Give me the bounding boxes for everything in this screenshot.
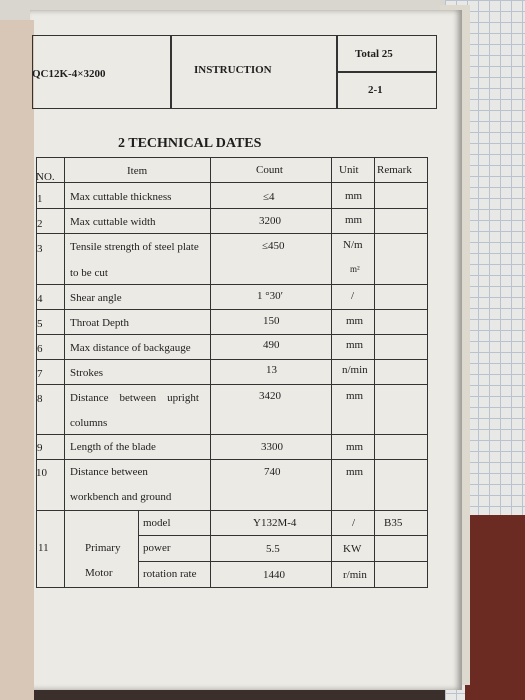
row-2-unit: mm <box>345 214 363 226</box>
row-8-unit: mm <box>346 390 364 402</box>
header-model: QC12K-4×3200 <box>32 68 106 80</box>
motor-rotation-unit: r/min <box>343 569 367 581</box>
row-9-unit: mm <box>346 441 364 453</box>
row-3-item: Tensile strength of steel plate <box>70 241 199 253</box>
row-7-no: 7 <box>37 368 43 380</box>
row-10-unit: mm <box>346 466 364 478</box>
row-7-count: 13 <box>266 364 277 376</box>
row-4-no: 4 <box>37 293 43 305</box>
row-1-no: 1 <box>37 193 43 205</box>
motor-power-count: 5.5 <box>266 543 280 555</box>
row-3-count: ≤450 <box>262 240 285 252</box>
row-6-no: 6 <box>37 343 43 355</box>
row-7-unit: n/min <box>342 364 368 376</box>
row-6-item: Max distance of backgauge <box>70 342 191 354</box>
row-9-count: 3300 <box>261 441 283 453</box>
row-10-item-line2: workbench and ground <box>70 491 172 503</box>
row-4-count: 1 °30′ <box>257 290 284 302</box>
row-5-unit: mm <box>346 315 364 327</box>
motor-rotation-count: 1440 <box>263 569 285 581</box>
header-title: INSTRUCTION <box>194 64 272 76</box>
row-8-item-line2: columns <box>70 417 108 429</box>
motor-model-name: model <box>143 517 171 529</box>
col-header-item: Item <box>127 165 148 177</box>
header-total: Total 25 <box>355 48 393 60</box>
col-header-unit: Unit <box>339 164 359 176</box>
row-1-count: ≤4 <box>263 191 275 203</box>
row-2-count: 3200 <box>259 215 281 227</box>
row-10-count: 740 <box>264 466 281 478</box>
motor-model-unit: / <box>352 517 356 529</box>
row-1-unit: mm <box>345 190 363 202</box>
motor-model-count: Y132M-4 <box>253 517 297 529</box>
col-header-count: Count <box>256 164 283 176</box>
row-8-item: Distance between upright <box>70 392 199 404</box>
row-8-count: 3420 <box>259 390 281 402</box>
motor-rotation-name: rotation rate <box>143 568 197 580</box>
motor-label-primary: Primary <box>85 542 121 554</box>
row-3-no: 3 <box>37 243 43 255</box>
motor-power-name: power <box>143 542 171 554</box>
row-3-unit-line2: m² <box>350 264 360 274</box>
row-10-item: Distance between <box>70 466 148 478</box>
motor-label-motor: Motor <box>85 567 113 579</box>
motor-power-unit: KW <box>343 543 362 555</box>
row-10-no: 10 <box>36 467 47 479</box>
row-3-item-line2: to be cut <box>70 267 108 279</box>
row-5-no: 5 <box>37 318 43 330</box>
motor-model-remark: B35 <box>384 517 403 529</box>
row-9-item: Length of the blade <box>70 441 156 453</box>
row-5-item: Throat Depth <box>70 317 129 329</box>
row-2-item: Max cuttable width <box>70 216 156 228</box>
row-1-item: Max cuttable thickness <box>70 191 172 203</box>
row-9-no: 9 <box>37 442 43 454</box>
section-title: 2 TECHNICAL DATES <box>118 136 262 151</box>
row-5-count: 150 <box>263 315 280 327</box>
row-3-unit: N/m <box>343 239 363 251</box>
row-6-count: 490 <box>263 339 280 351</box>
col-header-no: NO. <box>36 171 55 183</box>
header-page: 2-1 <box>368 84 383 96</box>
row-7-item: Strokes <box>70 367 103 379</box>
row-2-no: 2 <box>37 218 43 230</box>
row-4-item: Shear angle <box>70 292 122 304</box>
row-11-no: 11 <box>38 542 49 554</box>
binder-spine <box>0 20 34 700</box>
col-header-remark: Remark <box>377 164 412 176</box>
background-red-object <box>465 515 525 700</box>
row-6-unit: mm <box>346 339 364 351</box>
row-8-no: 8 <box>37 393 43 405</box>
row-4-unit: / <box>351 290 355 302</box>
